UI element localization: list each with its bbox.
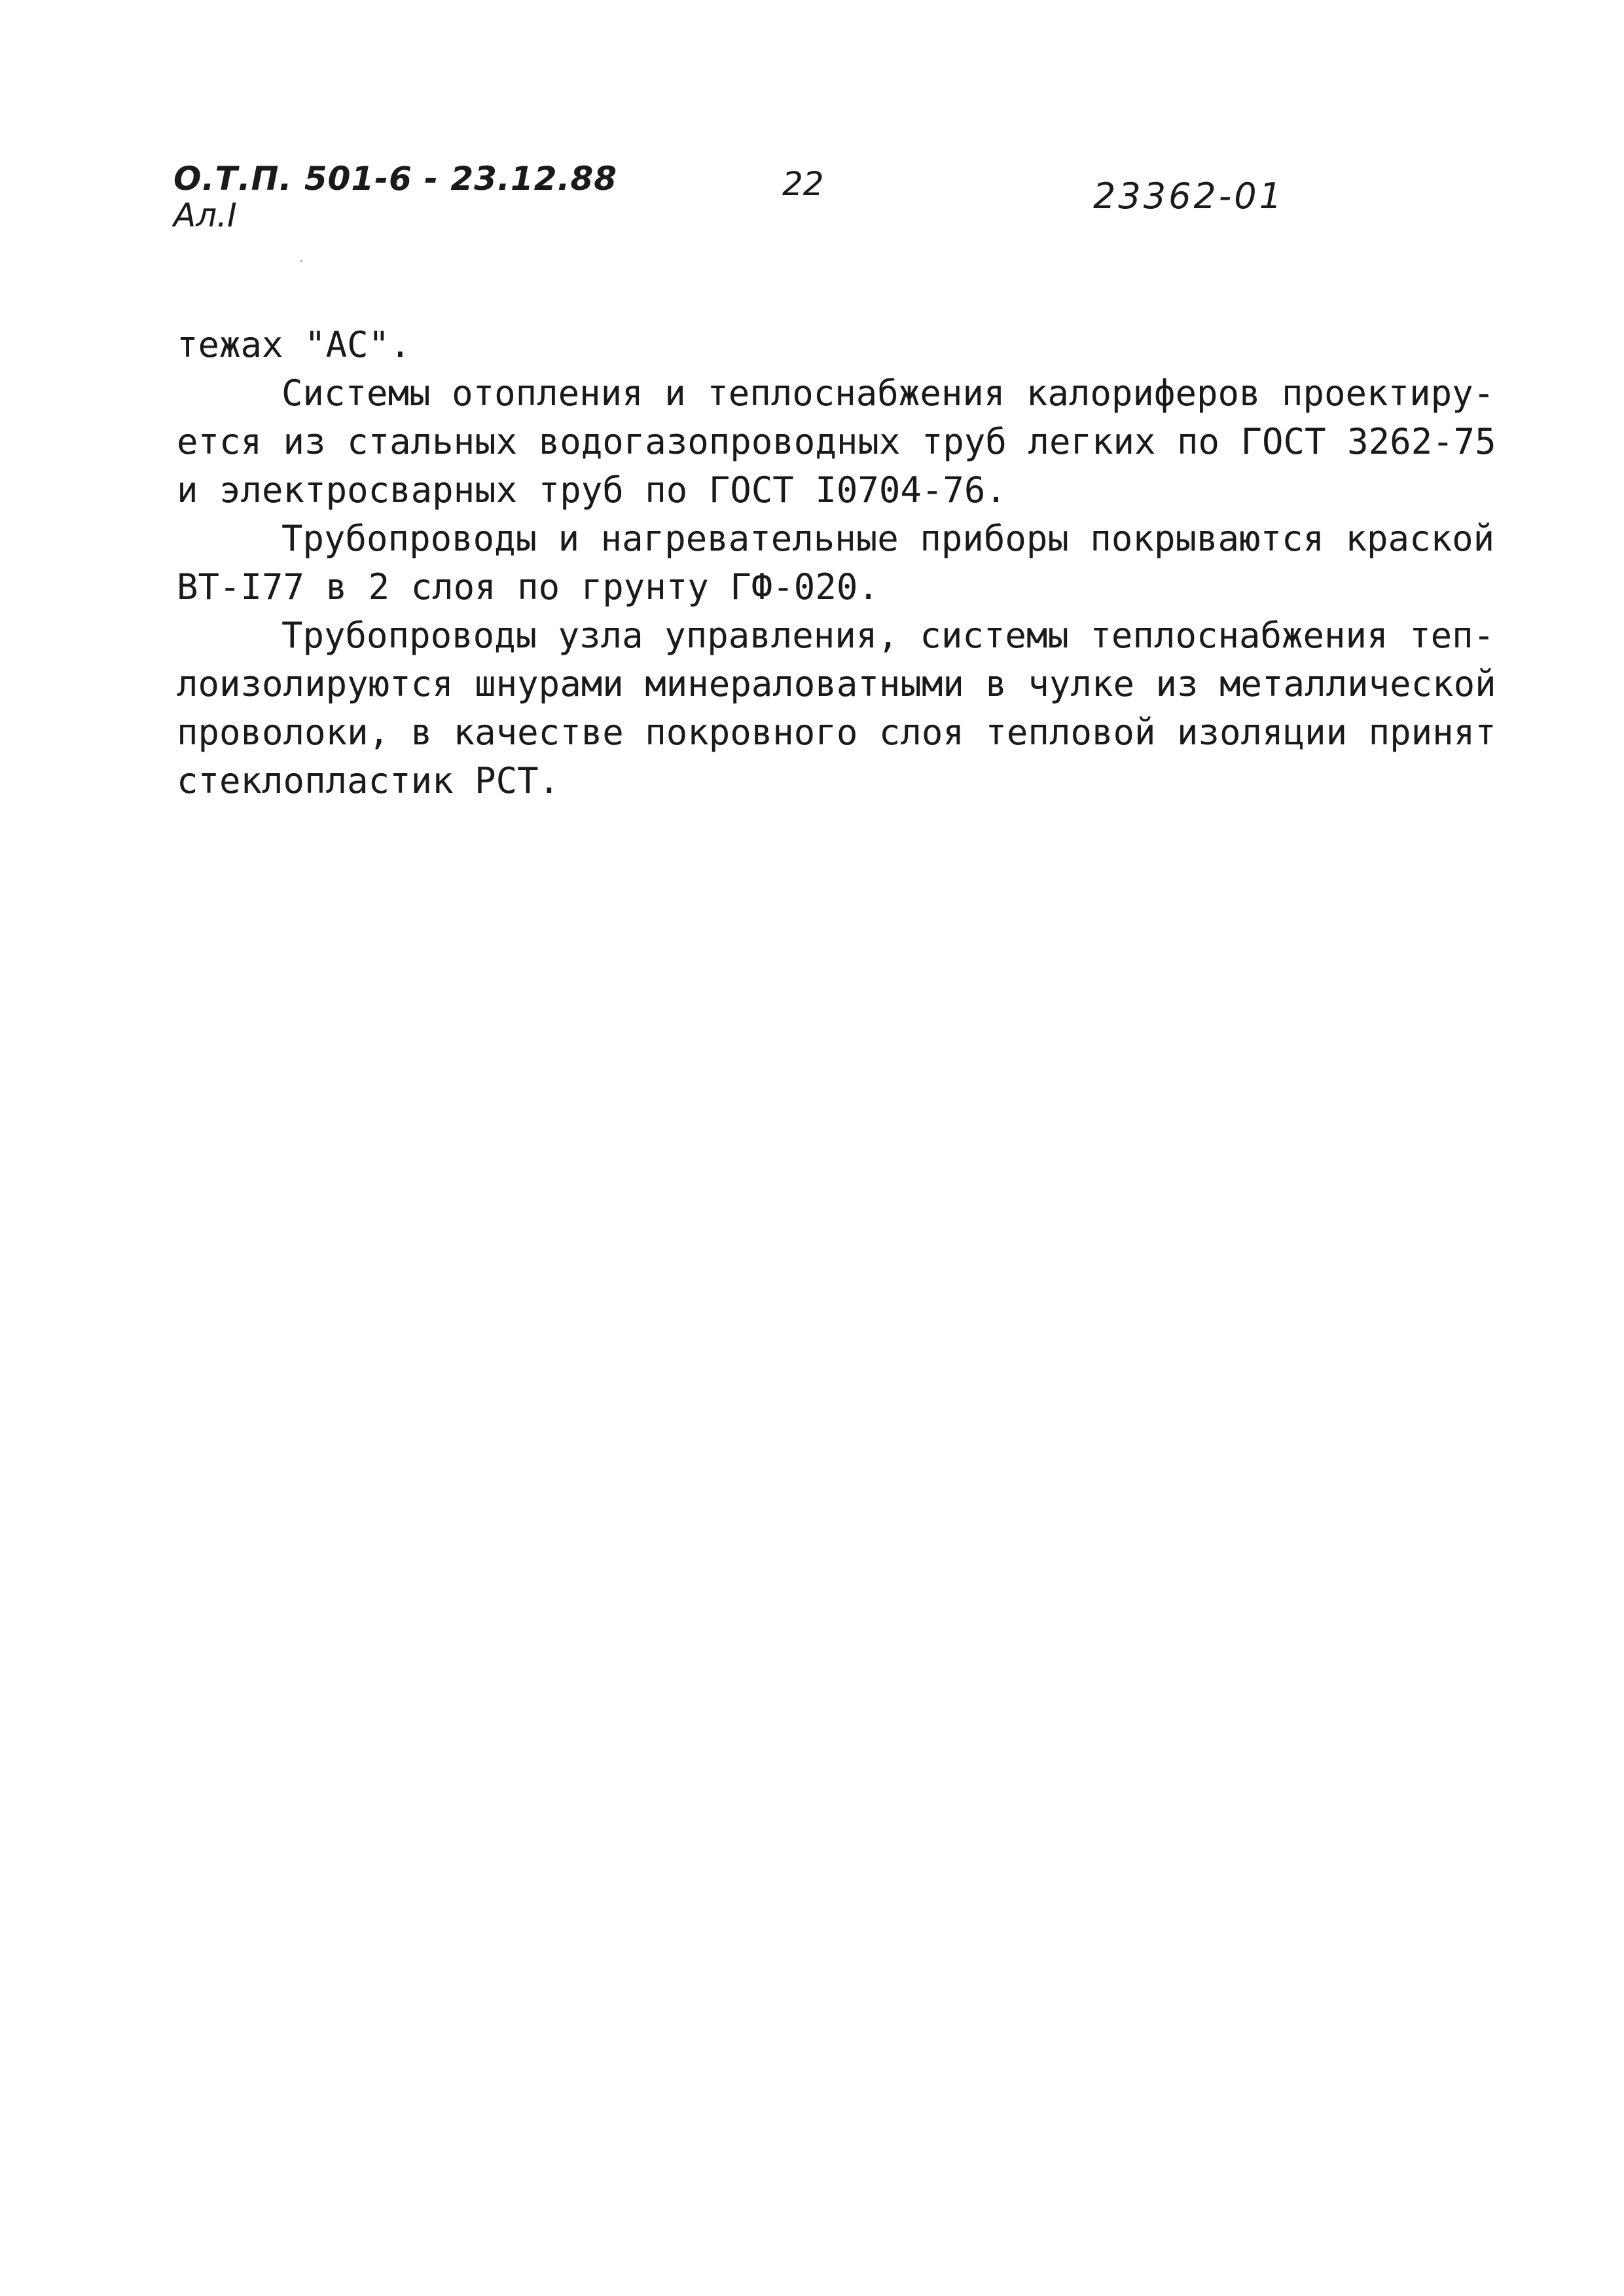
text-line: тежах "АС". xyxy=(177,324,411,365)
text-line: и электросварных труб по ГОСТ I0704-76. xyxy=(177,469,1007,511)
text-line: проволоки, в качестве покровного слоя тепловой изоляции принят xyxy=(177,712,1496,753)
text-line: стеклопластик РСТ. xyxy=(177,760,560,801)
text-line: лоизолируются шнурами минераловатными в чулке из металлической xyxy=(177,663,1496,704)
text-line: ВТ-I77 в 2 слоя по грунту ГФ-020. xyxy=(177,566,879,608)
page-number: 22 xyxy=(782,165,824,203)
scan-speck xyxy=(300,260,302,262)
text-line: Трубопроводы и нагревательные приборы покрываются краской xyxy=(281,518,1495,559)
text-line: ется из стальных водогазопроводных труб легких по ГОСТ 3262-75 xyxy=(177,421,1496,462)
text-line: Трубопроводы узла управления, системы теплоснабжения теп- xyxy=(281,615,1495,656)
document-number: 23362-01 xyxy=(1093,175,1284,217)
stamp-sheet: Ал.I xyxy=(173,196,237,234)
stamp-code: О.Т.П. 501-6 - 23.12.88 xyxy=(173,160,618,198)
text-line: Системы отопления и теплоснабжения калориферов проектиру- xyxy=(281,373,1495,414)
body-text xyxy=(177,321,1496,805)
